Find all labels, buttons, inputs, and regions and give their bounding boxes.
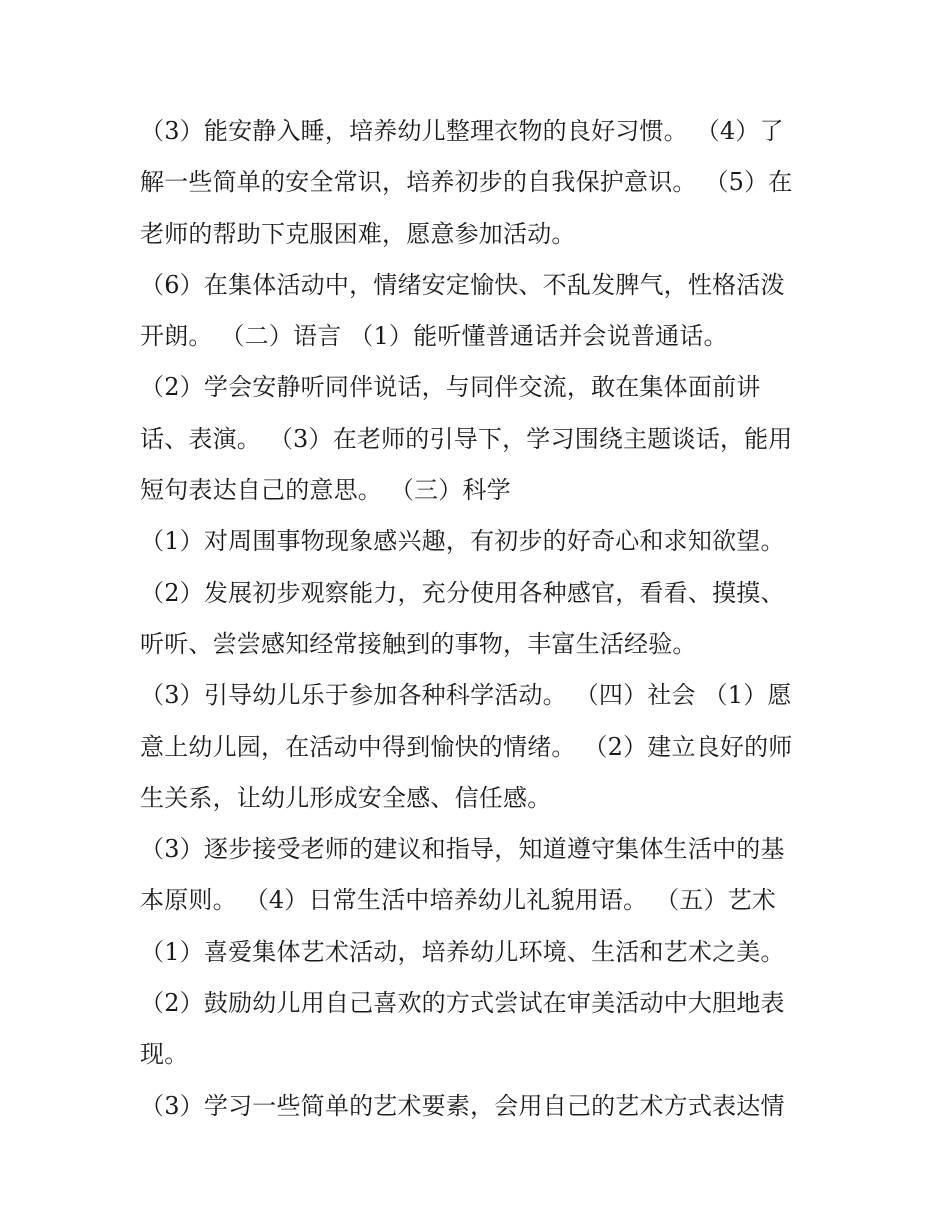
text-line-1: （3）能安静入睡，培养幼儿整理衣物的良好习惯。 （4）了 xyxy=(140,117,784,145)
text-line-19: 现。 xyxy=(140,1040,189,1069)
text-line-15: （3）逐步接受老师的建议和指导，知道遵守集体生活中的基 xyxy=(140,835,785,864)
text-line-9: （1）对周围事物现象感兴趣，有初步的好奇心和求知欲望。 xyxy=(140,527,785,556)
text-line-12: （3）引导幼儿乐于参加各种科学活动。 （四）社会 （1）愿 xyxy=(140,681,792,710)
document-body xyxy=(140,106,820,1132)
text-line-2: 解一些简单的安全常识，培养初步的自我保护意识。 （5）在 xyxy=(140,168,793,197)
text-line-17: （1）喜爱集体艺术活动，培养幼儿环境、生活和艺术之美。 xyxy=(140,937,785,966)
text-line-14: 生关系，让幼儿形成安全感、信任感。 xyxy=(140,783,552,812)
text-line-16: 本原则。 （4）日常生活中培养幼儿礼貌用语。 （五）艺术 xyxy=(140,886,777,915)
text-line-7: 话、表演。 （3）在老师的引导下，学习围绕主题谈话，能用 xyxy=(140,424,793,453)
text-line-11: 听听、尝尝感知经常接触到的事物，丰富生活经验。 xyxy=(140,629,697,658)
text-line-13: 意上幼儿园，在活动中得到愉快的情绪。 （2）建立良好的师 xyxy=(140,732,793,761)
text-line-10: （2）发展初步观察能力，充分使用各种感官，看看、摸摸、 xyxy=(140,578,785,607)
text-line-4: （6）在集体活动中，情绪安定愉快、不乱发脾气，性格活泼 xyxy=(140,270,785,299)
text-line-20: （3）学习一些简单的艺术要素，会用自己的艺术方式表达情 xyxy=(140,1091,785,1120)
text-line-6: （2）学会安静听同伴说话，与同伴交流，敢在集体面前讲 xyxy=(140,373,761,402)
text-line-3: 老师的帮助下克服困难，愿意参加活动。 xyxy=(140,219,576,248)
text-line-8: 短句表达自己的意思。 （三）科学 xyxy=(140,476,511,505)
text-line-5: 开朗。 （二）语言 （1）能听懂普通话并会说普通话。 xyxy=(140,322,728,351)
text-line-18: （2）鼓励幼儿用自己喜欢的方式尝试在审美活动中大胆地表 xyxy=(140,989,785,1018)
